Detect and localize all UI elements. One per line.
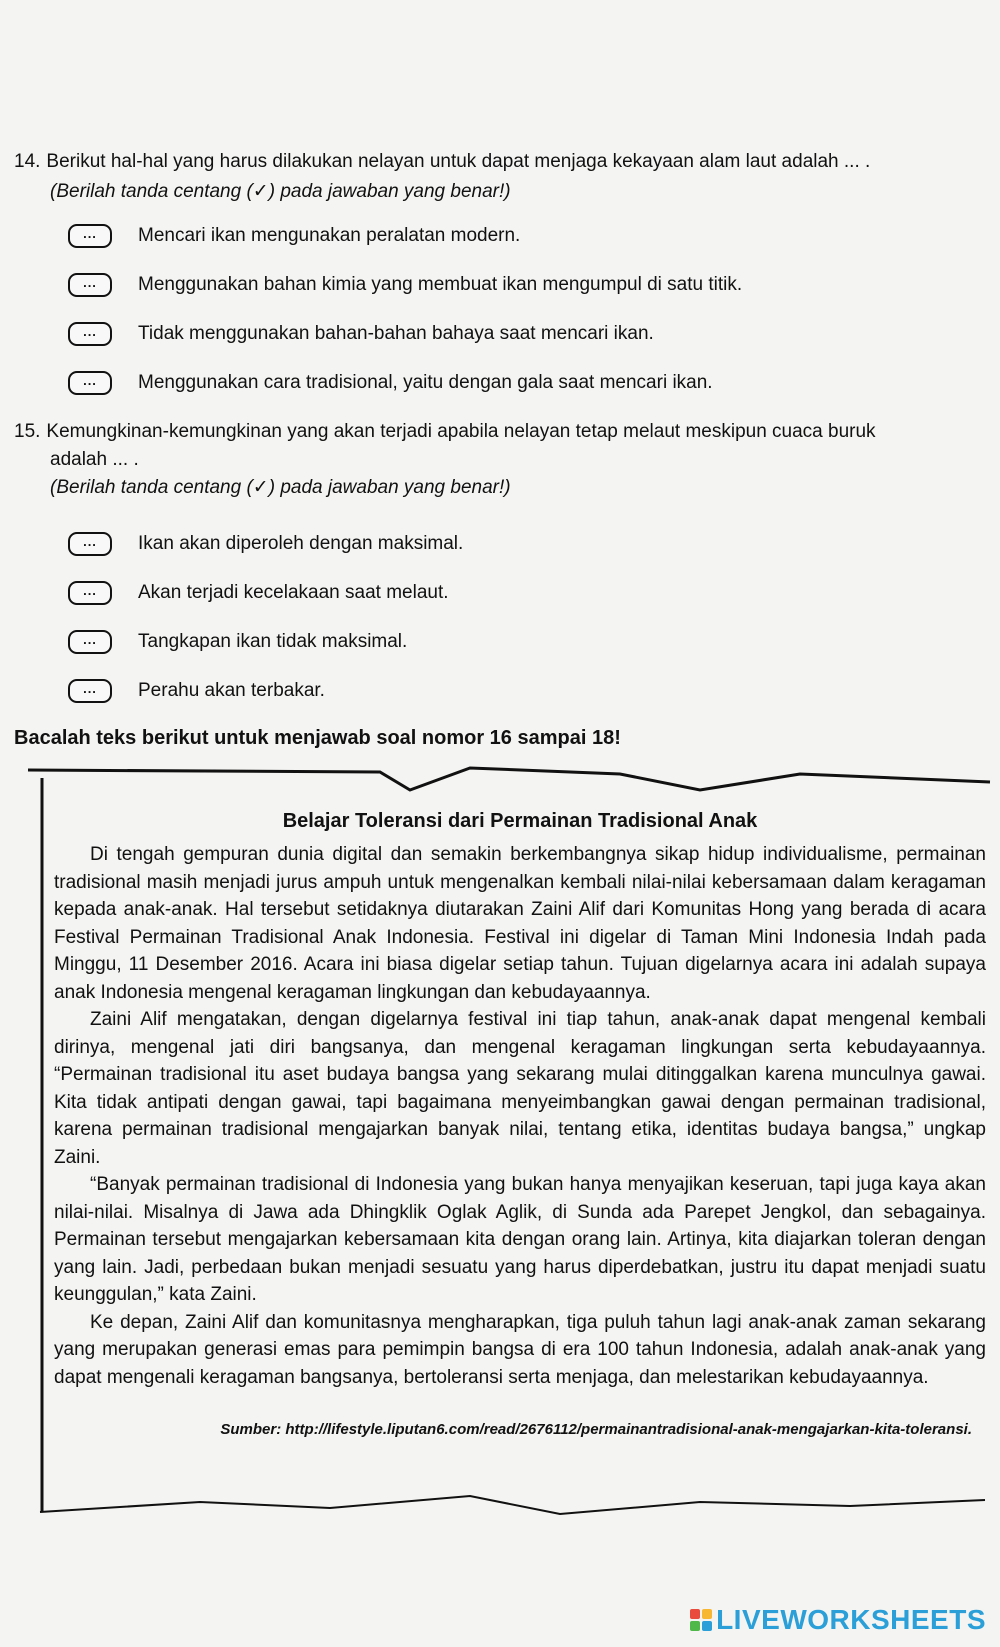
answer-checkbox[interactable]: ... — [68, 371, 112, 395]
question-15-number: 15. — [14, 421, 41, 442]
question-15-text: Kemungkinan-kemungkinan yang akan terjadi apabila nelayan tetap melaut meskipun cuaca buruk — [46, 421, 876, 442]
question-14-instruction: (Berilah tanda centang (✓) pada jawaban yang benar!) — [50, 181, 511, 202]
answer-checkbox[interactable]: ... — [68, 679, 112, 703]
question-15-instruction: (Berilah tanda centang (✓) pada jawaban yang benar!) — [50, 477, 511, 498]
option-text: Akan terjadi kecelakaan saat melaut. — [138, 582, 449, 603]
question-14-text: Berikut hal-hal yang harus dilakukan nelayan untuk dapat menjaga kekayaan alam laut adalah ... . — [46, 151, 871, 172]
option-text: Mencari ikan mengunakan peralatan modern. — [138, 225, 521, 246]
option-text: Tidak menggunakan bahan-bahan bahaya saat mencari ikan. — [138, 323, 654, 344]
question-15-option-3 — [68, 625, 407, 659]
article-title: Belajar Toleransi dari Permainan Tradisional Anak — [282, 810, 758, 832]
question-15-option-1 — [68, 527, 463, 561]
question-15-option-2 — [68, 576, 449, 610]
article-paragraph-4: Ke depan, Zaini Alif dan komunitasnya mengharapkan, tiga puluh tahun lagi anak-anak zaman sekarang yang merupakan generasi emas para pemimpin bangsa di era 100 tahun Indonesia, adalah anak-anak yang dapat mengenali keragaman bangsanya, bertoleransi serta menjaga, dan melestarikan kebudayaannya. — [54, 1311, 986, 1388]
article — [54, 810, 986, 1391]
question-15-option-4 — [68, 674, 325, 708]
article-paragraph-3: “Banyak permainan tradisional di Indonesia yang bukan hanya menyajikan keseruan, tapi juga kaya akan nilai-nilai. Misalnya di Jawa ada Dhingklik Oglak Aglik, di Sunda ada Parepet Jengkol, dan sebagainya. Permainan tersebut mengajarkan kebersamaan kita dengan orang lain. Artinya, kita diajarkan toleran dengan yang lain. Jadi, perbedaan bukan menjadi sesuatu yang harus diperdebatkan, justru itu dapat menjadi suatu keunggulan,” kata Zaini. — [54, 1174, 986, 1305]
question-15-stem — [14, 418, 994, 446]
article-paragraph-1: Di tengah gempuran dunia digital dan semakin berkembangnya sikap hidup individualisme, permainan tradisional masih menjadi jurus ampuh untuk mengenalkan kembali nilai-nilai kebersamaan dalam keragaman kepada anak-anak. Hal tersebut setidaknya diutarakan Zaini Alif dari Komunitas Hong yang berada di acara Festival Permainan Tradisional Anak Indonesia. Festival ini digelar di Taman Mini Indonesia Indah pada Minggu, 11 Desember 2016. Acara ini biasa digelar setiap tahun. Tujuan digelarnya acara ini adalah supaya anak Indonesia mengenal keragaman lingkungan dan kebudayaannya. — [54, 844, 986, 1003]
option-text: Menggunakan cara tradisional, yaitu dengan gala saat mencari ikan. — [138, 372, 713, 393]
article-source: Sumber: http://lifestyle.liputan6.com/read/2676112/permainantradisional-anak-mengajarkan-kita-toleransi. — [220, 1421, 972, 1438]
answer-checkbox[interactable]: ... — [68, 322, 112, 346]
article-paragraph-2: Zaini Alif mengatakan, dengan digelarnya festival ini tiap tahun, anak-anak dapat mengenal kembali dirinya, mengenal jati diri bangsanya, dan mengenal keragaman lingkungan serta kebudayaannya. “Permainan tradisional itu aset budaya bangsa yang sekarang mulai ditinggalkan karena munculnya gawai. Kita tidak antipati dengan gawai, tapi bagaimana menyeimbangkan gawai dengan permainan tradisional, karena permainan tradisional mengajarkan banyak nilai, tentang etika, identitas budaya bangsa,” ungkap Zaini. — [54, 1009, 986, 1168]
question-14-option-4 — [68, 366, 713, 400]
reading-instruction: Bacalah teks berikut untuk menjawab soal nomor 16 sampai 18! — [14, 727, 621, 749]
answer-checkbox[interactable]: ... — [68, 273, 112, 297]
question-14-number: 14. — [14, 151, 41, 172]
option-text: Perahu akan terbakar. — [138, 680, 325, 701]
option-text: Ikan akan diperoleh dengan maksimal. — [138, 533, 464, 554]
answer-checkbox[interactable]: ... — [68, 224, 112, 248]
liveworksheets-brand — [690, 1604, 986, 1636]
answer-checkbox[interactable]: ... — [68, 630, 112, 654]
option-text: Tangkapan ikan tidak maksimal. — [138, 631, 408, 652]
question-14-option-1 — [68, 219, 520, 253]
question-15-stem-cont: adalah ... . — [50, 449, 139, 470]
question-14-option-3 — [68, 317, 654, 351]
answer-checkbox[interactable]: ... — [68, 581, 112, 605]
answer-checkbox[interactable]: ... — [68, 532, 112, 556]
option-text: Menggunakan bahan kimia yang membuat ikan mengumpul di satu titik. — [138, 274, 743, 295]
question-14-option-2 — [68, 268, 742, 302]
question-14-stem — [14, 148, 994, 176]
liveworksheets-logo-icon — [690, 1609, 712, 1631]
brand-name: LIVEWORKSHEETS — [716, 1604, 986, 1635]
